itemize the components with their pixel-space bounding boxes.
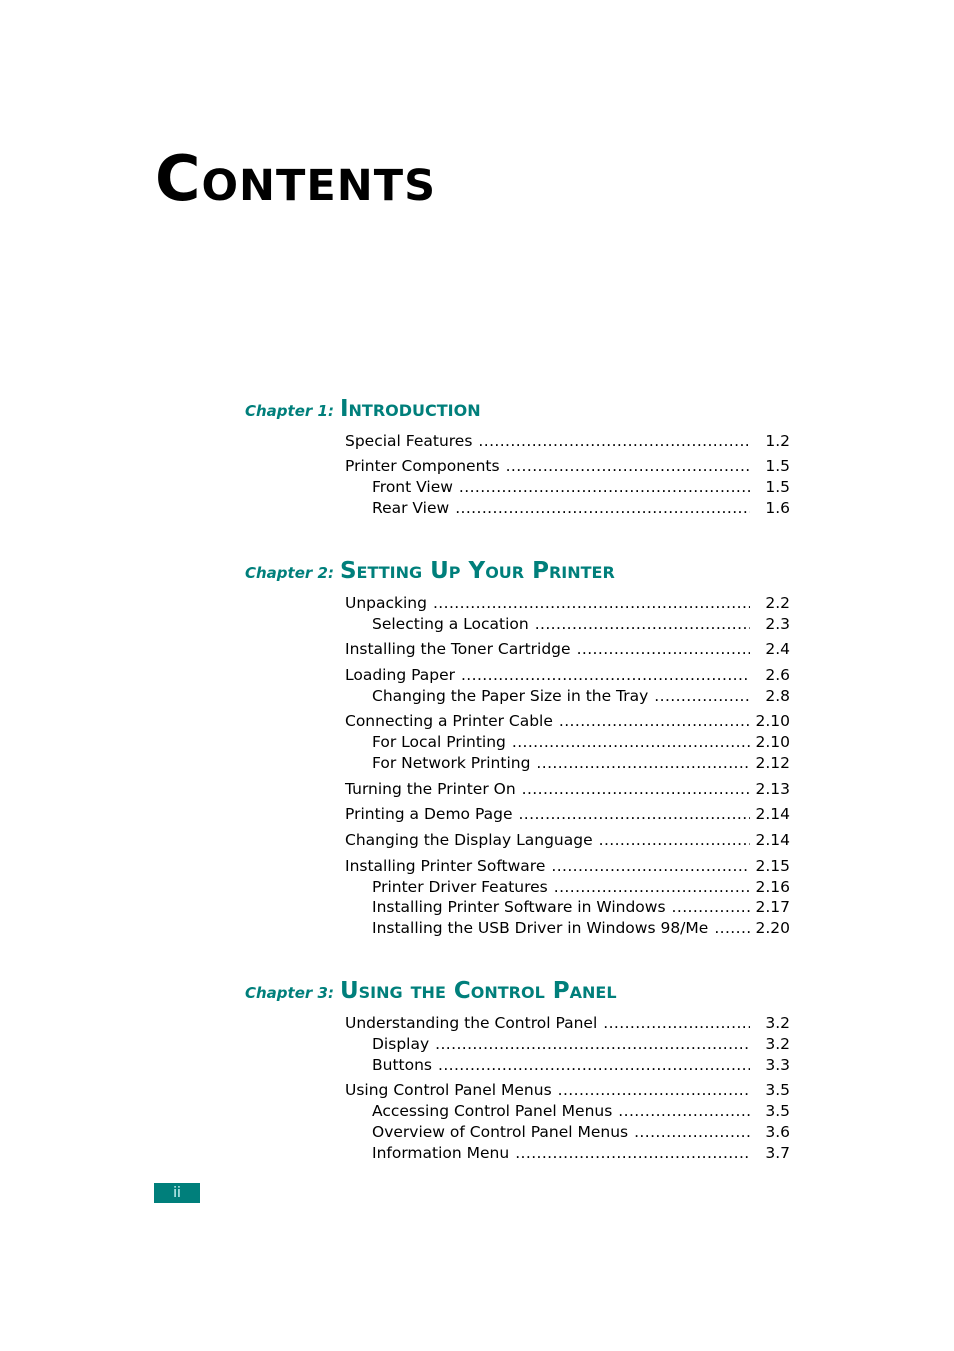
dot-leader	[558, 1080, 750, 1100]
entry-title: Connecting a Printer Cable	[345, 712, 553, 730]
toc-entry[interactable]	[372, 1122, 790, 1142]
toc-entry[interactable]	[372, 1055, 790, 1075]
chapter-title: Using the Control Panel	[339, 978, 617, 1004]
entry-title: Printer Driver Features	[372, 878, 548, 896]
entry-title: Changing the Display Language	[345, 831, 593, 849]
dot-leader	[618, 1101, 750, 1121]
dot-leader	[535, 614, 750, 634]
entry-title: Overview of Control Panel Menus	[372, 1123, 629, 1141]
entry-title: For Local Printing	[372, 733, 506, 751]
toc-entry[interactable]	[345, 711, 790, 731]
entry-page: 1.6	[765, 499, 790, 517]
chapter-label: Chapter 3:	[245, 984, 334, 1002]
dot-leader	[551, 856, 750, 876]
toc-entry[interactable]	[372, 897, 790, 917]
chapter-title: Introduction	[339, 396, 481, 422]
dot-leader	[506, 456, 750, 476]
dot-leader	[455, 498, 750, 518]
entry-page: 2.10	[755, 733, 790, 751]
entry-page: 2.8	[765, 687, 790, 705]
entry-page: 2.2	[765, 594, 790, 612]
entry-page: 2.20	[755, 919, 790, 937]
dot-leader	[438, 1055, 750, 1075]
toc-entry[interactable]	[372, 732, 790, 752]
entry-title: Printing a Demo Page	[345, 805, 513, 823]
toc-entry[interactable]	[372, 1101, 790, 1121]
dot-leader	[599, 830, 750, 850]
entry-page: 2.15	[755, 857, 790, 875]
entry-title: Loading Paper	[345, 666, 455, 684]
chapter-title: Setting Up Your Printer	[339, 558, 615, 584]
dot-leader	[522, 779, 750, 799]
dot-leader	[714, 918, 750, 938]
entry-title: Front View	[372, 478, 453, 496]
entry-title: Using Control Panel Menus	[345, 1081, 552, 1099]
entry-page: 3.3	[765, 1056, 790, 1074]
entry-title: Installing Printer Software in Windows	[372, 898, 666, 916]
entry-page: 2.14	[755, 831, 790, 849]
entry-title: For Network Printing	[372, 754, 531, 772]
toc-entry[interactable]	[345, 639, 790, 659]
toc-entry[interactable]	[345, 856, 790, 876]
toc-entry[interactable]	[372, 918, 790, 938]
toc-entry[interactable]	[345, 804, 790, 824]
entry-page: 2.6	[765, 666, 790, 684]
entry-title: Information Menu	[372, 1144, 510, 1162]
entry-title: Buttons	[372, 1056, 432, 1074]
entry-title: Installing Printer Software	[345, 857, 546, 875]
toc-entry[interactable]	[372, 614, 790, 634]
dot-leader	[459, 477, 750, 497]
chapter-heading	[245, 978, 617, 1004]
toc-entry[interactable]	[372, 498, 790, 518]
entry-page: 2.14	[755, 805, 790, 823]
entry-title: Special Features	[345, 432, 473, 450]
dot-leader	[515, 1143, 750, 1163]
toc-entry[interactable]	[372, 1034, 790, 1054]
dot-leader	[518, 804, 750, 824]
dot-leader	[536, 753, 750, 773]
toc-entry[interactable]	[345, 431, 790, 451]
dot-leader	[433, 593, 750, 613]
entry-title: Display	[372, 1035, 430, 1053]
entry-page: 2.12	[755, 754, 790, 772]
toc-entry[interactable]	[372, 877, 790, 897]
dot-leader	[654, 686, 750, 706]
entry-title: Installing the USB Driver in Windows 98/Me	[372, 919, 709, 937]
dot-leader	[461, 665, 750, 685]
dot-leader	[435, 1034, 750, 1054]
entry-page: 3.2	[765, 1035, 790, 1053]
toc-entry[interactable]	[345, 593, 790, 613]
entry-page: 1.5	[765, 457, 790, 475]
entry-page: 2.10	[755, 712, 790, 730]
dot-leader	[634, 1122, 750, 1142]
toc-entry[interactable]	[372, 753, 790, 773]
entry-page: 3.5	[765, 1102, 790, 1120]
chapter-label: Chapter 2:	[245, 564, 334, 582]
dot-leader	[478, 431, 750, 451]
entry-title: Installing the Toner Cartridge	[345, 640, 571, 658]
page-number: ii	[154, 1183, 200, 1203]
toc-entry[interactable]	[372, 1143, 790, 1163]
entry-title: Accessing Control Panel Menus	[372, 1102, 613, 1120]
entry-page: 2.3	[765, 615, 790, 633]
entry-title: Printer Components	[345, 457, 500, 475]
entry-page: 3.6	[765, 1123, 790, 1141]
entry-title: Selecting a Location	[372, 615, 529, 633]
entry-page: 1.2	[765, 432, 790, 450]
entry-page: 2.16	[755, 878, 790, 896]
toc-entry[interactable]	[345, 830, 790, 850]
entry-page: 3.7	[765, 1144, 790, 1162]
dot-leader	[672, 897, 750, 917]
entry-page: 2.17	[755, 898, 790, 916]
entry-title: Turning the Printer On	[345, 780, 516, 798]
entry-page: 2.4	[765, 640, 790, 658]
chapter-heading	[245, 558, 615, 584]
page-title: Contents	[155, 142, 437, 215]
dot-leader	[559, 711, 750, 731]
entry-title: Unpacking	[345, 594, 427, 612]
entry-page: 3.2	[765, 1014, 790, 1032]
entry-page: 3.5	[765, 1081, 790, 1099]
dot-leader	[577, 639, 750, 659]
entry-page: 2.13	[755, 780, 790, 798]
toc-entry[interactable]	[345, 665, 790, 685]
toc-entry[interactable]	[345, 456, 790, 476]
entry-title: Understanding the Control Panel	[345, 1014, 598, 1032]
toc-entry[interactable]	[345, 1080, 790, 1100]
entry-page: 1.5	[765, 478, 790, 496]
chapter-label: Chapter 1:	[245, 402, 334, 420]
entry-title: Changing the Paper Size in the Tray	[372, 687, 649, 705]
toc-entry[interactable]	[372, 477, 790, 497]
dot-leader	[512, 732, 750, 752]
dot-leader	[603, 1013, 750, 1033]
dot-leader	[554, 877, 750, 897]
entry-title: Rear View	[372, 499, 450, 517]
toc-entry[interactable]	[345, 779, 790, 799]
toc-entry[interactable]	[345, 1013, 790, 1033]
toc-entry[interactable]	[372, 686, 790, 706]
chapter-heading	[245, 396, 481, 422]
